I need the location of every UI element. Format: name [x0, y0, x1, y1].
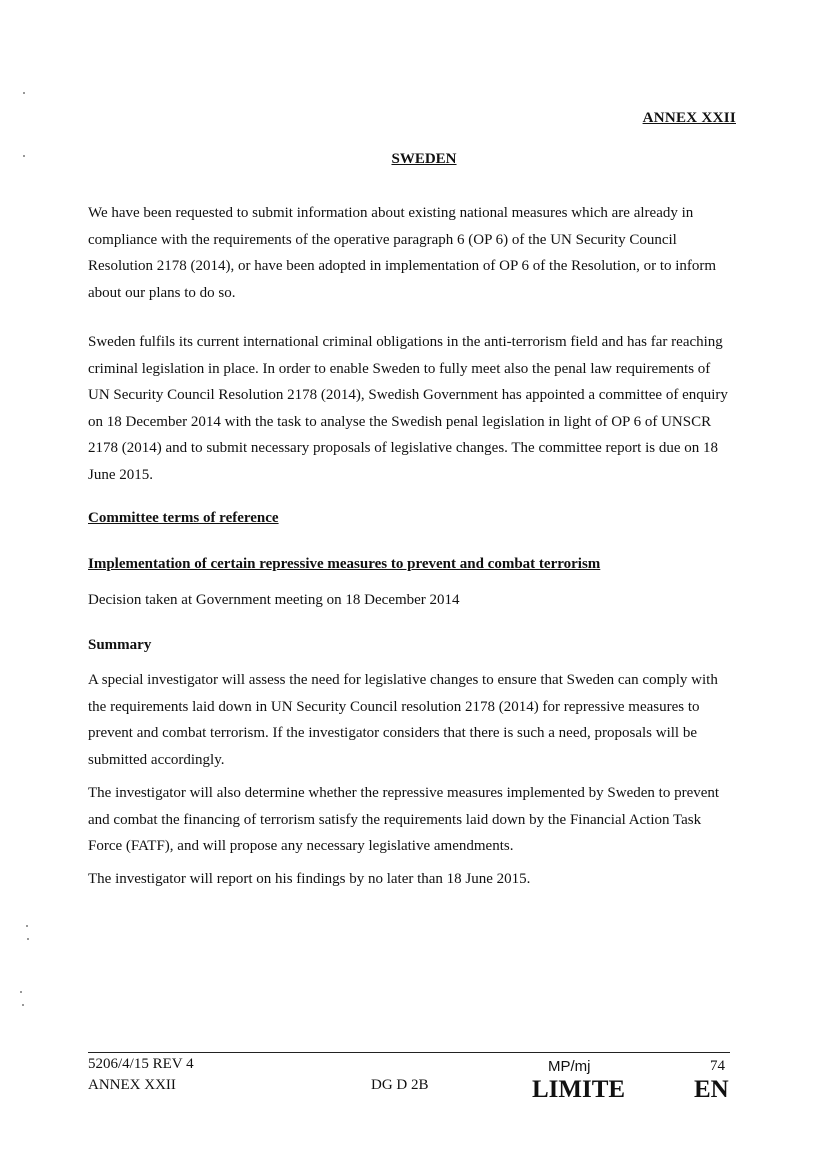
country-title: SWEDEN	[391, 151, 457, 167]
paragraph-fatf: The investigator will also determine whether the repressive measures implemented by Sweden to prevent and combat the financing of terrorism satisfy the requirements laid down by the Financial Action Task Force (FATF), and will propose any necessary legislative amendments.	[88, 785, 720, 854]
paragraph-report-deadline: The investigator will report on his findings by no later than 18 June 2015.	[88, 871, 531, 887]
paragraph-request: We have been requested to submit information about existing national measures which are already in compliance with the requirements of the operative paragraph 6 (OP 6) of the UN Security Council Resolution 2178 (2014), or have been adopted in implementation of OP 6 of the Resolution, or to inform about our plans to do so.	[88, 205, 717, 301]
footer-classification: LIMITE	[532, 1076, 626, 1103]
scan-speck	[26, 925, 28, 927]
annex-label: ANNEX XXII	[642, 110, 736, 126]
summary-heading: Summary	[88, 637, 152, 653]
footer-doc-ref: 5206/4/15 REV 4	[88, 1056, 194, 1072]
footer-page-number: 74	[710, 1058, 725, 1074]
footer-language: EN	[694, 1076, 729, 1103]
footer-dg: DG D 2B	[371, 1077, 429, 1093]
scan-speck	[22, 1004, 24, 1006]
footer-annex: ANNEX XXII	[88, 1077, 176, 1093]
committee-terms-heading: Committee terms of reference	[88, 510, 279, 526]
implementation-heading: Implementation of certain repressive measures to prevent and combat terrorism	[88, 556, 601, 572]
footer-rule	[88, 1052, 730, 1053]
scan-speck	[23, 92, 25, 94]
paragraph-summary: A special investigator will assess the need for legislative changes to ensure that Sweden can comply with the requirements laid down in UN Security Council resolution 2178 (2014) for repressive measures to prevent and combat terrorism. If the investigator considers that there is such a need, proposals will be submitted accordingly.	[88, 672, 718, 768]
scan-speck	[20, 991, 22, 993]
scan-speck	[27, 938, 29, 940]
footer-initials: MP/mj	[548, 1058, 591, 1075]
paragraph-sweden-obligations: Sweden fulfils its current international criminal obligations in the anti-terrorism field and has far reaching criminal legislation in place. In order to enable Sweden to fully meet also the penal law requirements of UN Security Council Resolution 2178 (2014), Swedish Government has appointed a committee of enquiry on 18 December 2014 with the task to analyse the Swedish penal legislation in light of OP 6 of UNSCR 2178 (2014) and to submit necessary proposals of legislative changes. The committee report is due on 18 June 2015.	[88, 334, 728, 483]
scan-speck	[23, 155, 25, 157]
decision-line: Decision taken at Government meeting on 18 December 2014	[88, 592, 460, 608]
